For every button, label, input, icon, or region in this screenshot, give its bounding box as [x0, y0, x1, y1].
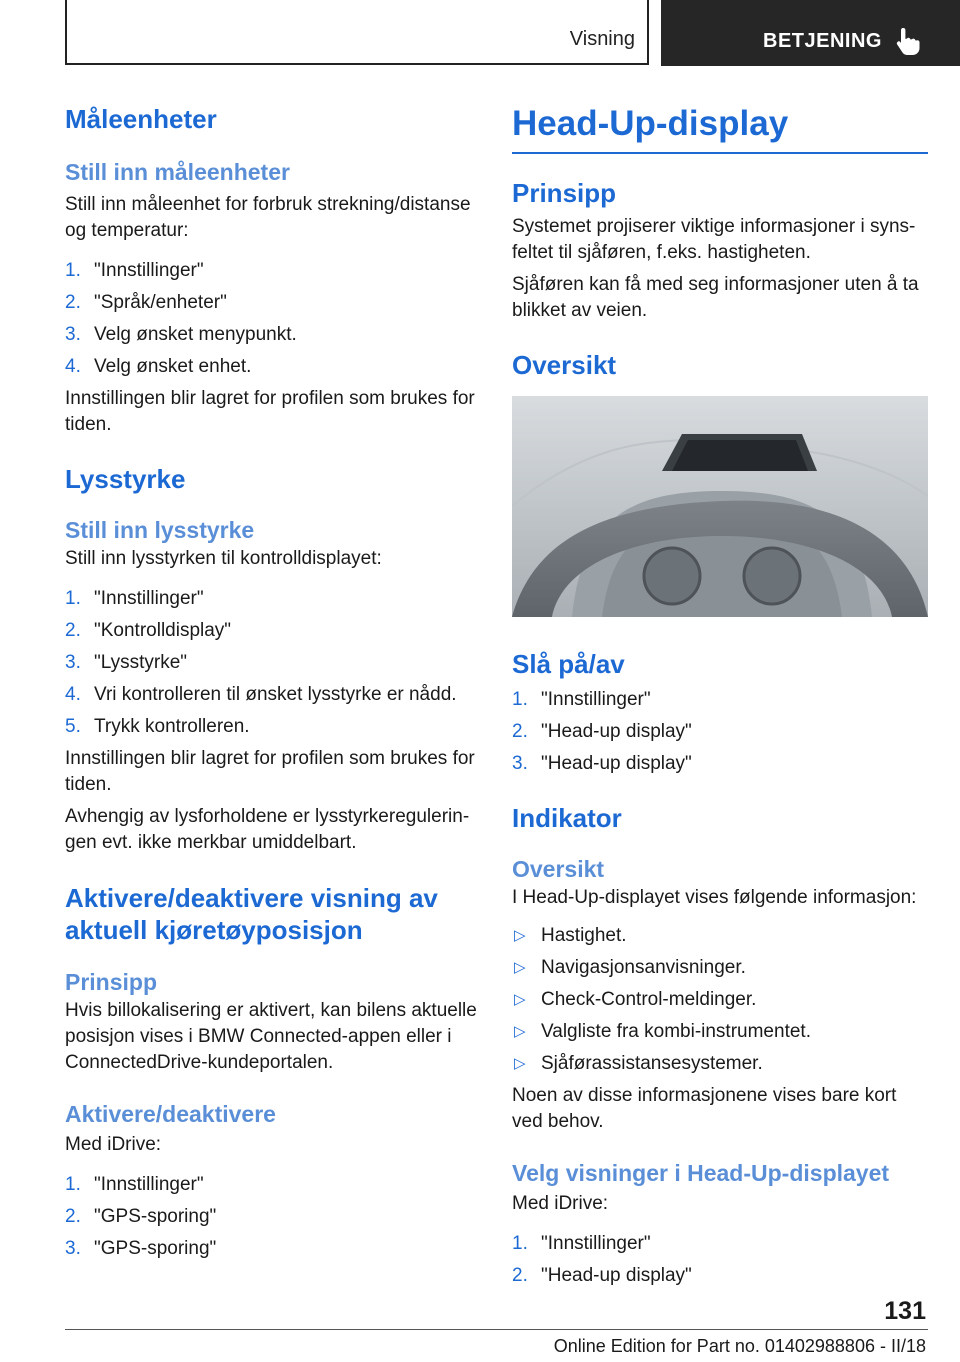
- list-item: [65, 586, 480, 612]
- step-number: 2.: [512, 721, 528, 742]
- header-bottom-rule: [65, 63, 649, 65]
- step-text: "GPS-sporing": [94, 1206, 217, 1227]
- step-text: "Språk/enheter": [94, 292, 227, 313]
- step-number: 2.: [512, 1265, 528, 1286]
- hand-pointer-icon: [895, 28, 921, 56]
- title-rule: [512, 152, 928, 154]
- triangle-right-icon: ▷: [514, 991, 526, 1008]
- hud-photo: [512, 396, 928, 617]
- step-number: 1.: [512, 1233, 528, 1254]
- list-item: [65, 290, 480, 316]
- list-item: [65, 714, 480, 740]
- subheading-prinsipp: Prinsipp: [65, 969, 158, 995]
- list-item: [65, 682, 480, 708]
- step-number: 1.: [65, 1174, 81, 1195]
- step-number: 3.: [65, 324, 81, 345]
- header-divider: [647, 0, 649, 64]
- step-text: "Innstillinger": [94, 260, 204, 281]
- step-text: "Head-up display": [541, 753, 692, 774]
- paragraph: Sjåføren kan få med seg informasjoner uten å ta blikket av veien.: [512, 274, 919, 321]
- paragraph: Med iDrive:: [65, 1134, 162, 1155]
- list-item: [512, 987, 928, 1013]
- steps-list-maaleenheter: [65, 258, 480, 380]
- paragraph: Med iDrive:: [512, 1193, 609, 1214]
- step-number: 3.: [65, 1238, 81, 1259]
- section-heading-lysstyrke: Lysstyrke: [65, 464, 186, 494]
- steps-list-slaa-paa-av: [512, 687, 928, 777]
- list-item: [65, 650, 480, 676]
- step-number: 4.: [65, 684, 81, 705]
- section-heading-indikator: Indikator: [512, 803, 622, 833]
- list-item: [512, 955, 928, 981]
- step-number: 3.: [65, 652, 81, 673]
- step-text: "Lysstyrke": [94, 652, 188, 673]
- bullet-text: Navigasjonsanvisninger.: [541, 957, 746, 978]
- subheading-still-inn-lysstyrke: Still inn lysstyrke: [65, 517, 255, 543]
- step-number: 1.: [65, 260, 81, 281]
- bullet-list-indikator: [512, 923, 928, 1077]
- step-text: "Innstillinger": [541, 689, 651, 710]
- step-number: 2.: [65, 292, 81, 313]
- section-heading-maaleenheter: Måleenheter: [65, 104, 217, 134]
- footer-edition: Online Edition for Part no. 01402988806 - II/18: [553, 1336, 926, 1356]
- page-number: 131: [884, 1297, 926, 1325]
- bullet-text: Hastighet.: [541, 925, 627, 946]
- paragraph: Avhengig av lysforholdene er lysstyrkereguleringen evt. ikke merkbar umiddelbart.: [65, 806, 470, 853]
- steps-list-velg-visninger: [512, 1231, 928, 1289]
- bullet-text: Sjåførassistansesystemer.: [541, 1053, 763, 1074]
- step-number: 1.: [65, 588, 81, 609]
- list-item: [512, 1051, 928, 1077]
- list-item: [65, 1172, 480, 1198]
- header-left-rule: [65, 0, 67, 64]
- triangle-right-icon: ▷: [514, 959, 526, 976]
- subheading-velg-visninger: Velg visninger i Head-Up-displayet: [512, 1160, 890, 1186]
- list-item: [65, 354, 480, 380]
- paragraph: Noen av disse informasjonene vises bare kort ved behov.: [512, 1085, 897, 1132]
- step-number: 1.: [512, 689, 528, 710]
- step-text: "Innstillinger": [94, 1174, 204, 1195]
- step-text: Vri kontrolleren til ønsket lysstyrke er nådd.: [94, 684, 457, 705]
- footer-rule: [65, 1329, 928, 1330]
- step-text: "Head-up display": [541, 721, 692, 742]
- step-number: 2.: [65, 1206, 81, 1227]
- step-text: "Innstillinger": [94, 588, 204, 609]
- list-item: [65, 258, 480, 284]
- page-title: Head-Up-display: [512, 104, 789, 143]
- list-item: [512, 1231, 928, 1257]
- step-number: 4.: [65, 356, 81, 377]
- list-item: [512, 1019, 928, 1045]
- step-number: 3.: [512, 753, 528, 774]
- section-heading-kjoretoyposisjon: Aktivere/deaktivere visning av aktuell kjøretøyposisjon: [65, 883, 438, 945]
- paragraph: Still inn lysstyrken til kontrolldisplayet:: [65, 548, 382, 569]
- left-column: [65, 96, 480, 1268]
- header-chapter-label: BETJENING: [763, 30, 882, 52]
- section-heading-prinsipp: Prinsipp: [512, 178, 617, 208]
- paragraph: Innstillingen blir lagret for profilen som brukes for tiden.: [65, 748, 475, 795]
- paragraph: Innstillingen blir lagret for profilen som brukes for tiden.: [65, 388, 475, 435]
- step-text: "Kontrolldisplay": [94, 620, 232, 641]
- bullet-text: Valgliste fra kombi-instrumentet.: [541, 1021, 811, 1042]
- step-text: "Head-up display": [541, 1265, 692, 1286]
- step-number: 2.: [65, 620, 81, 641]
- list-item: [65, 1236, 480, 1262]
- step-text: "GPS-sporing": [94, 1238, 217, 1259]
- list-item: [65, 322, 480, 348]
- step-number: 5.: [65, 716, 81, 737]
- list-item: [512, 751, 928, 777]
- header-section-label: Visning: [569, 28, 635, 50]
- list-item: [65, 1204, 480, 1230]
- paragraph: Systemet projiserer viktige informasjoner i synsfeltet til sjåføren, f.eks. hastigheten.: [512, 216, 916, 263]
- list-item: [512, 1263, 928, 1289]
- paragraph: I Head-Up-displayet vises følgende informasjon:: [512, 887, 917, 908]
- triangle-right-icon: ▷: [514, 927, 526, 944]
- step-text: Velg ønsket enhet.: [94, 356, 252, 377]
- head-up-display-illustration: [512, 396, 928, 617]
- triangle-right-icon: ▷: [514, 1023, 526, 1040]
- list-item: [512, 923, 928, 949]
- subheading-still-inn-maaleenheter: Still inn måleenheter: [65, 159, 290, 185]
- paragraph: Still inn måleenhet for forbruk strekning/distanse og temperatur:: [65, 194, 471, 241]
- steps-list-lysstyrke: [65, 586, 480, 740]
- step-text: "Innstillinger": [541, 1233, 651, 1254]
- list-item: [512, 687, 928, 713]
- list-item: [65, 618, 480, 644]
- list-item: [512, 719, 928, 745]
- triangle-right-icon: ▷: [514, 1055, 526, 1072]
- step-text: Velg ønsket menypunkt.: [94, 324, 297, 345]
- right-column: [512, 96, 928, 1295]
- section-heading-slaa-paa-av: Slå på/av: [512, 649, 625, 679]
- step-text: Trykk kontrolleren.: [94, 716, 250, 737]
- steps-list-gps: [65, 1172, 480, 1262]
- subheading-aktivere-deaktivere: Aktivere/deaktivere: [65, 1101, 276, 1127]
- bullet-text: Check-Control-meldinger.: [541, 989, 757, 1010]
- paragraph: Hvis billokalisering er aktivert, kan bilens aktuelle posisjon vises i BMW Connected-appen eller i ConnectedDrive-kundeportalen.: [65, 1000, 477, 1073]
- subheading-oversikt: Oversikt: [512, 856, 605, 882]
- section-heading-oversikt: Oversikt: [512, 350, 617, 380]
